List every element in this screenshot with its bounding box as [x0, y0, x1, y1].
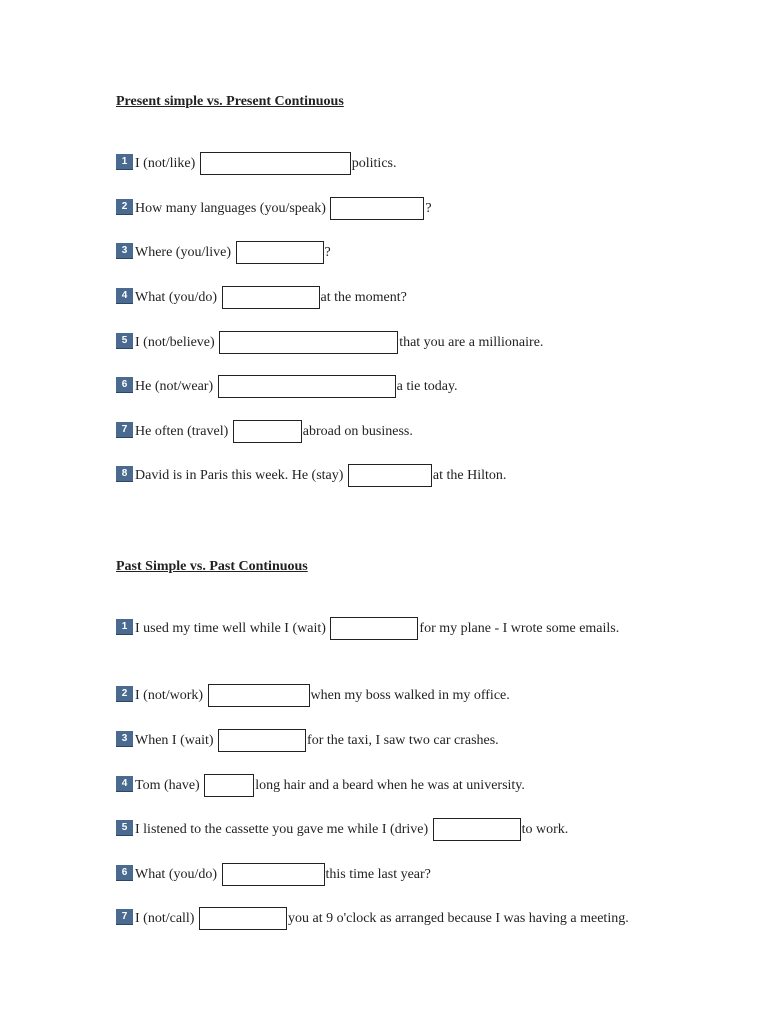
question-item	[116, 152, 636, 175]
question-number-badge: 8	[116, 466, 133, 482]
question-number-badge: 4	[116, 776, 133, 792]
question-number-badge: 3	[116, 731, 133, 747]
question-continuation: at the Hilton.	[432, 468, 507, 483]
question-number-badge: 4	[116, 288, 133, 304]
answer-input[interactable]	[348, 464, 432, 487]
question-item	[116, 818, 636, 841]
answer-input[interactable]	[218, 375, 396, 398]
question-number-badge: 2	[116, 199, 133, 215]
answer-input[interactable]	[200, 152, 351, 175]
question-item	[116, 375, 636, 398]
answer-input[interactable]	[233, 420, 302, 443]
question-prompt: When I (wait)	[135, 733, 214, 748]
question-continuation: that you are a millionaire.	[399, 335, 544, 350]
question-continuation: at the moment?	[320, 290, 407, 305]
question-item	[116, 420, 636, 443]
answer-input[interactable]	[330, 617, 418, 640]
question-item	[116, 286, 636, 309]
answer-input[interactable]	[330, 197, 424, 220]
question-continuation: long hair and a beard when he was at university.	[255, 778, 525, 793]
answer-input[interactable]	[222, 863, 325, 886]
question-number-badge: 5	[116, 333, 133, 349]
question-prompt: David is in Paris this week. He (stay)	[135, 468, 344, 483]
answer-input[interactable]	[219, 331, 398, 354]
question-item	[116, 907, 636, 930]
question-item	[116, 241, 636, 264]
question-number-badge: 1	[116, 154, 133, 170]
question-number-badge: 1	[116, 619, 133, 635]
question-item	[116, 331, 636, 354]
question-continuation: you at 9 o'clock as arranged because I was having a meeting.	[287, 911, 629, 926]
answer-input[interactable]	[208, 684, 310, 707]
question-prompt: What (you/do)	[135, 867, 218, 882]
question-prompt: He (not/wear)	[135, 379, 214, 394]
question-number-badge: 3	[116, 243, 133, 259]
answer-input[interactable]	[218, 729, 306, 752]
question-item	[116, 684, 636, 707]
question-number-badge: 6	[116, 377, 133, 393]
question-number-badge: 2	[116, 686, 133, 702]
question-prompt: I (not/like)	[135, 156, 196, 171]
question-continuation: politics.	[351, 156, 397, 171]
section-title-present: Present simple vs. Present Continuous	[116, 94, 344, 109]
question-prompt: Tom (have)	[135, 778, 200, 793]
section-title-past: Past Simple vs. Past Continuous	[116, 559, 308, 574]
answer-input[interactable]	[433, 818, 521, 841]
question-item	[116, 617, 636, 640]
question-item	[116, 863, 636, 886]
question-prompt: How many languages (you/speak)	[135, 201, 326, 216]
question-item	[116, 464, 636, 487]
question-continuation: for the taxi, I saw two car crashes.	[307, 733, 499, 748]
question-continuation: to work.	[521, 822, 569, 837]
question-prompt: I (not/work)	[135, 688, 204, 703]
question-continuation: this time last year?	[325, 867, 431, 882]
question-prompt: I (not/call)	[135, 911, 195, 926]
question-prompt: What (you/do)	[135, 290, 218, 305]
question-item	[116, 197, 636, 220]
question-prompt: I used my time well while I (wait)	[135, 621, 326, 636]
question-continuation: ?	[425, 201, 432, 216]
question-number-badge: 6	[116, 865, 133, 881]
question-prompt: I listened to the cassette you gave me while I (drive)	[135, 822, 429, 837]
answer-input[interactable]	[236, 241, 324, 264]
question-item	[116, 729, 636, 752]
question-number-badge: 7	[116, 422, 133, 438]
answer-input[interactable]	[222, 286, 320, 309]
question-continuation: a tie today.	[396, 379, 458, 394]
question-prompt: Where (you/live)	[135, 245, 232, 260]
question-item	[116, 774, 636, 797]
question-prompt: He often (travel)	[135, 424, 229, 439]
question-continuation: ?	[324, 245, 331, 260]
answer-input[interactable]	[199, 907, 287, 930]
question-continuation: for my plane - I wrote some emails.	[419, 621, 620, 636]
question-continuation: abroad on business.	[302, 424, 413, 439]
question-prompt: I (not/believe)	[135, 335, 215, 350]
answer-input[interactable]	[204, 774, 254, 797]
question-number-badge: 7	[116, 909, 133, 925]
question-number-badge: 5	[116, 820, 133, 836]
question-continuation: when my boss walked in my office.	[310, 688, 510, 703]
